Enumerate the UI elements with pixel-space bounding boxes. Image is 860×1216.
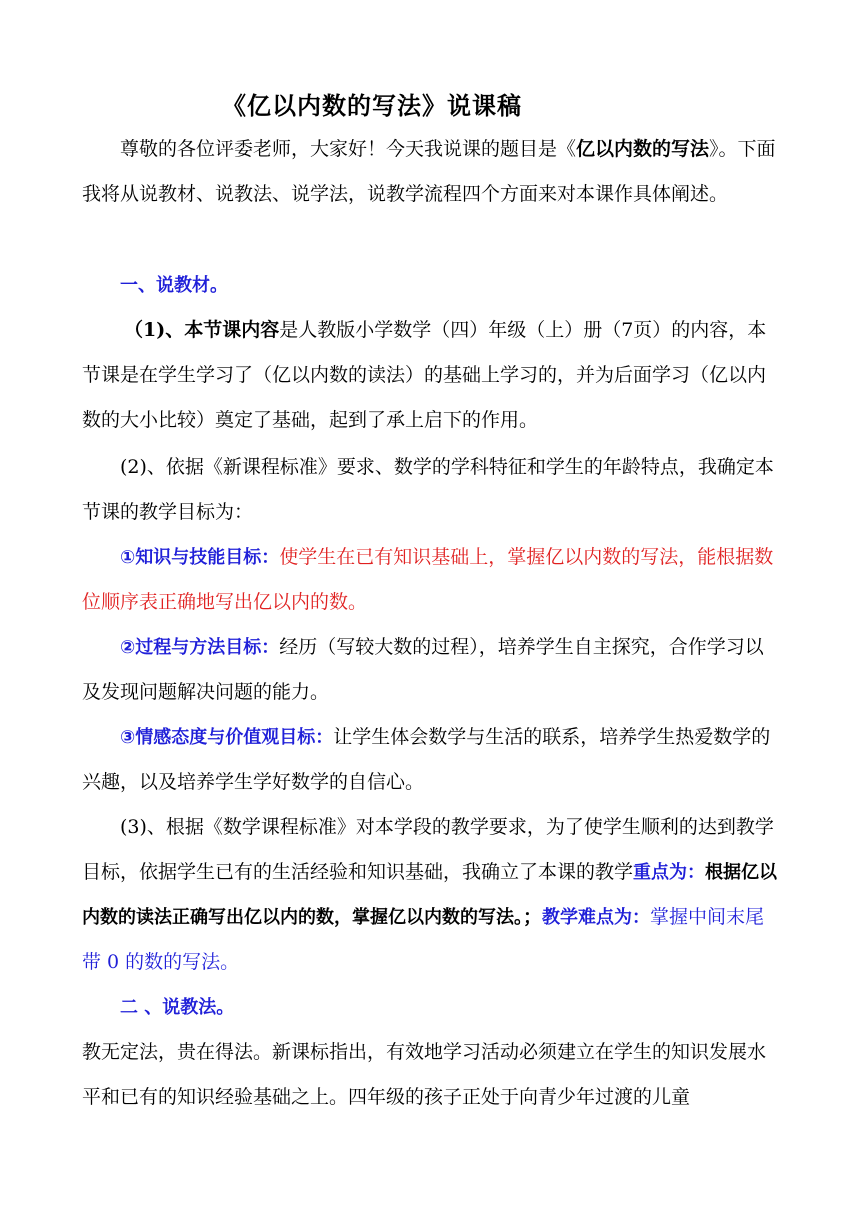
paragraph-4: 教无定法，贵在得法。新课标指出，有效地学习活动必须建立在学生的知识发展水平和已有的知识经验基础之上。四年级的孩子正处于向青少年过渡的儿童	[82, 1041, 767, 1108]
document-title: 《亿以内数的写法》说课稿	[222, 92, 522, 120]
intro-text-1: 尊敬的各位评委老师，大家好！今天我说课的题目是《	[120, 138, 577, 160]
key-point-label: 重点为：	[633, 862, 706, 883]
difficulty-label: 教学难点为：	[542, 907, 651, 928]
intro-paragraph	[82, 127, 782, 217]
intro-topic: 亿以内数的写法	[576, 138, 710, 160]
goal-process	[82, 625, 782, 715]
intro-text-2: 》。下面我将从说教材、说教法、说学法，说教学流程四个方面来对本课作具体阐述。	[82, 138, 776, 205]
paragraph-1-text: 是人教版小学数学（四）年级（上）册（7页）的内容，本节课是在学生学习了（亿以内数的读法）的基础上学习的，并为后面学习（亿以内数的大小比较）奠定了基础，起到了承上启下的作用。	[82, 319, 767, 431]
section-heading-2: 二 、说教法。	[120, 997, 235, 1018]
goal-knowledge	[82, 535, 782, 625]
section-heading-1: 一、说教材。	[120, 275, 228, 296]
difficulty-text: 掌握中间末尾带 0 的数的写法。	[82, 906, 765, 973]
paragraph-1-lead: （1)、本节课内容	[124, 319, 280, 341]
goal-emotion-label: ③情感态度与价值观目标：	[120, 727, 334, 748]
key-point-text: 根据亿以内数的读法正确写出亿以内的数，掌握亿以内数的写法。	[82, 862, 778, 928]
paragraph-3-text: (3)、根据《数学课程标准》对本学段的教学要求，为了使学生顺利的达到教学目标，依据学生已有的生活经验和知识基础，我确立了本课的教学	[82, 816, 774, 883]
paragraph-3: (3)、根据《数学课程标准》对本学段的教学要求，为了使学生顺利的达到教学目标，依据学生已有的生活经验和知识基础，我确立了本课的教学重点为：根据亿以内数的读法正确写出亿以内的数，掌握亿以内数的写法。；教学难点为：掌握中间末尾带 0 的数的写法。	[82, 816, 778, 973]
paragraph-1	[82, 308, 782, 443]
paragraph-2: (2)、依据《新课程标准》要求、数学的学科特征和学生的年龄特点，我确定本节课的教学目标为：	[82, 456, 774, 523]
goal-emotion	[82, 715, 782, 805]
goal-knowledge-text: 使学生在已有知识基础上，掌握亿以内数的写法，能根据数位顺序表正确地写出亿以内的数。	[82, 546, 774, 613]
goal-emotion-text: 让学生体会数学与生活的联系，培养学生热爱数学的兴趣，以及培养学生学好数学的自信心。	[82, 726, 771, 793]
goal-process-text: 经历（写较大数的过程），培养学生自主探究，合作学习以及发现问题解决问题的能力。	[82, 636, 764, 703]
goal-knowledge-label: ①知识与技能目标：	[120, 547, 280, 568]
goal-process-label: ②过程与方法目标：	[120, 637, 280, 658]
